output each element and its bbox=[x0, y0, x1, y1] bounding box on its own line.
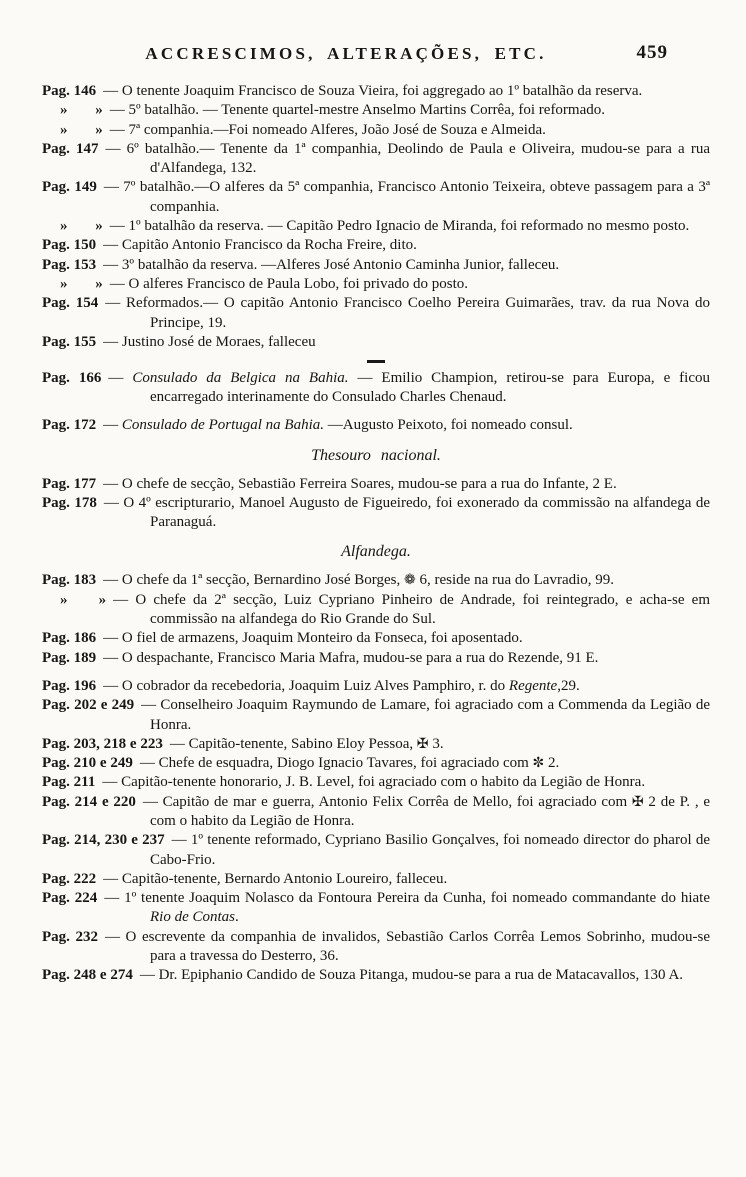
section-heading: Alfandega. bbox=[341, 543, 411, 561]
entry-page-ref: Pag. 177 bbox=[42, 475, 97, 492]
entry bbox=[42, 416, 710, 435]
entry bbox=[42, 591, 710, 630]
entry bbox=[42, 236, 710, 255]
text-run: — Capitão Antonio Francisco da Rocha Freire, dito. bbox=[103, 237, 417, 254]
entry-page-ref: Pag. 189 bbox=[42, 649, 97, 666]
medal-cross-icon: ✠ bbox=[631, 793, 644, 810]
entry-page-ref: Pag. 214, 230 e 237 bbox=[42, 832, 165, 849]
entry bbox=[42, 571, 710, 590]
entry-page-ref: Pag. 150 bbox=[42, 237, 97, 254]
entry bbox=[42, 121, 710, 140]
entry-page-ref: Pag. 155 bbox=[42, 333, 97, 350]
entry-ditto-mark: » » bbox=[60, 102, 103, 119]
entry-page-ref: Pag. 224 bbox=[42, 890, 98, 907]
text-run: — O chefe da 2ª secção, Luiz Cypriano Pinheiro de Andrade, foi reintegrado, e acha-se em commissão na alfandega do Rio Grande do Sul. bbox=[113, 591, 711, 628]
entry bbox=[42, 649, 710, 668]
text-run: — Reformados.— O capitão Antonio Francisco Coelho Pereira Guimarães, trav. da rua Nova do Principe, 19. bbox=[105, 295, 710, 331]
text-run: — O escrevente da companhia de invalidos, Sebastião Carlos Corrêa Lemos Sobrinho, mudou-se para a travessa do Desterro, 36. bbox=[104, 928, 710, 965]
text-run: Regente bbox=[508, 677, 558, 694]
text-run: —Augusto Peixoto, foi nomeado consul. bbox=[324, 417, 573, 434]
rose-order-badge-icon: ❁ bbox=[404, 572, 416, 589]
text-run: — Capitão-tenente honorario, J. B. Level, foi agraciado com o habito da Legião de Honra. bbox=[102, 774, 646, 791]
entry bbox=[42, 333, 710, 352]
entry-page-ref: Pag. 222 bbox=[42, 870, 97, 887]
entry-ditto-mark: » » bbox=[60, 121, 103, 138]
text-run: — 7ª companhia.—Foi nomeado Alferes, João José de Souza e Almeida. bbox=[109, 121, 546, 138]
entry bbox=[42, 831, 710, 870]
text-run: — Capitão-tenente, Sabino Eloy Pessoa, bbox=[169, 735, 417, 752]
entry-page-ref: Pag. 147 bbox=[42, 140, 99, 157]
medal-star-icon: ✼ bbox=[532, 755, 545, 772]
text-run: 6, reside na rua do Lavradio, 99. bbox=[415, 572, 615, 589]
entry bbox=[42, 217, 710, 236]
entry-page-ref: Pag. 211 bbox=[42, 774, 96, 791]
entry bbox=[42, 773, 710, 792]
entry-ditto-mark: » » bbox=[60, 218, 103, 235]
entry bbox=[42, 629, 710, 648]
page-number: 459 bbox=[636, 42, 668, 63]
text-run: — Justino José de Moraes, falleceu bbox=[103, 333, 316, 350]
entry-ditto-mark: » » bbox=[60, 275, 103, 292]
entry-page-ref: Pag. 172 bbox=[42, 417, 97, 434]
entry bbox=[42, 494, 710, 533]
text-run: — O cobrador da recebedoria, Joaquim Luiz Alves Pamphiro, r. do bbox=[103, 677, 509, 694]
text-run: — O chefe da 1ª secção, Bernardino José Borges, bbox=[103, 572, 405, 589]
text-run: 3. bbox=[428, 735, 444, 752]
text-run: 2. bbox=[544, 755, 560, 772]
text-run: Consulado de Portugal na Bahia. bbox=[121, 417, 325, 434]
entry-page-ref: Pag. 149 bbox=[42, 179, 97, 196]
text-run: — Conselheiro Joaquim Raymundo de Lamare, foi agraciado com a Commenda da Legião de Honra. bbox=[141, 697, 710, 733]
text-run: Rio de Contas bbox=[150, 909, 235, 926]
entry bbox=[42, 256, 710, 275]
entry-page-ref: Pag. 183 bbox=[42, 572, 97, 589]
medal-cross-icon: ✠ bbox=[416, 735, 429, 752]
entry bbox=[42, 696, 710, 735]
entry bbox=[42, 82, 710, 101]
text-run: — O tenente Joaquim Francisco de Souza Vieira, foi aggregado ao 1º batalhão da reserva. bbox=[103, 83, 643, 99]
entry-page-ref: Pag. 214 e 220 bbox=[42, 793, 136, 810]
text-run: — O fiel de armazens, Joaquim Monteiro da Fonseca, foi aposentado. bbox=[103, 630, 523, 647]
entry-page-ref: Pag. 210 e 249 bbox=[42, 755, 133, 772]
entry-page-ref: Pag. 202 e 249 bbox=[42, 697, 135, 714]
text-run: — bbox=[103, 417, 122, 434]
text-run: — 7º batalhão.—O alferes da 5ª companhia, Francisco Antonio Teixeira, obteve passagem para a 3ª companhia. bbox=[103, 179, 710, 215]
text-run: — bbox=[108, 369, 133, 386]
text-run: — 1º tenente reformado, Cypriano Basilio Gonçalves, foi nomeado director do pharol de Cabo-Frio. bbox=[150, 832, 710, 868]
entry bbox=[42, 870, 710, 889]
text-run: — Capitão-tenente, Bernardo Antonio Loureiro, falleceu. bbox=[103, 870, 448, 887]
entry-page-ref: Pag. 154 bbox=[42, 295, 99, 312]
text-run: — 1º tenente Joaquim Nolasco da Fontoura Pereira da Cunha, foi nomeado commandante do hiate bbox=[104, 890, 710, 907]
text-run: — 3º batalhão da reserva. —Alferes José Antonio Caminha Junior, falleceu. bbox=[103, 256, 560, 273]
text-run: Consulado da Belgica na Bahia. bbox=[132, 369, 349, 386]
entry-page-ref: Pag. 153 bbox=[42, 256, 97, 273]
entry-ditto-mark: » » bbox=[60, 591, 107, 608]
entry bbox=[42, 178, 710, 217]
text-run: — Emilio Champion, retirou-se para Europa, e ficou encarregado interinamente do Consulado Charles Chenaud. bbox=[150, 369, 710, 405]
entry bbox=[42, 294, 710, 333]
entry bbox=[42, 966, 710, 985]
entry bbox=[42, 677, 710, 696]
section-heading: Thesouro nacional. bbox=[311, 446, 441, 464]
entry-page-ref: Pag. 196 bbox=[42, 677, 97, 694]
page-header bbox=[42, 44, 710, 70]
text-run: — O chefe de secção, Sebastião Ferreira Soares, mudou-se para a rua do Infante, 2 E. bbox=[103, 475, 617, 492]
text-run: — O alferes Francisco de Paula Lobo, foi privado do posto. bbox=[109, 275, 468, 292]
section-divider bbox=[367, 360, 385, 363]
entry bbox=[42, 889, 710, 928]
entry-page-ref: Pag. 203, 218 e 223 bbox=[42, 735, 163, 752]
text-run: — 1º batalhão da reserva. — Capitão Pedro Ignacio de Miranda, foi reformado no mesmo posto. bbox=[109, 218, 690, 235]
entry bbox=[42, 793, 710, 832]
text-run: — Chefe de esquadra, Diogo Ignacio Tavares, foi agraciado com bbox=[139, 755, 533, 772]
entry bbox=[42, 140, 710, 179]
entry bbox=[42, 369, 710, 408]
text-run: 2 de P. , e com o habito da Legião de Honra. bbox=[150, 793, 710, 829]
entry bbox=[42, 101, 710, 120]
entry-page-ref: Pag. 232 bbox=[42, 928, 98, 945]
text-run: ,29. bbox=[557, 677, 580, 694]
entry bbox=[42, 275, 710, 294]
entry-page-ref: Pag. 178 bbox=[42, 494, 97, 511]
text-run: . bbox=[235, 909, 239, 926]
text-run: — Capitão de mar e guerra, Antonio Felix Corrêa de Mello, foi agraciado com bbox=[142, 793, 632, 810]
entry bbox=[42, 735, 710, 754]
entries bbox=[42, 82, 710, 986]
entry-page-ref: Pag. 166 bbox=[42, 369, 102, 386]
entry-page-ref: Pag. 248 e 274 bbox=[42, 967, 133, 984]
entry-page-ref: Pag. 186 bbox=[42, 630, 97, 647]
text-run: — 5º batalhão. — Tenente quartel-mestre Anselmo Martins Corrêa, foi reformado. bbox=[109, 102, 606, 119]
text-run: — 6º batalhão.— Tenente da 1ª companhia, Deolindo de Paula e Oliveira, mudou-se para a rua d'Alfandega, 132. bbox=[105, 140, 710, 177]
entry bbox=[42, 754, 710, 773]
text-run: — Dr. Epiphanio Candido de Souza Pitanga, mudou-se para a rua de Matacavallos, 130 A. bbox=[139, 967, 684, 984]
running-title: ACCRESCIMOS, ALTERAÇÕES, ETC. bbox=[145, 44, 547, 63]
text-run: — O 4º escripturario, Manoel Augusto de Figueiredo, foi exonerado da commissão na alfandega de Paranaguá. bbox=[103, 494, 710, 531]
text-run: — O despachante, Francisco Maria Mafra, mudou-se para a rua do Rezende, 91 E. bbox=[103, 649, 599, 666]
entry-page-ref: Pag. 146 bbox=[42, 83, 97, 99]
entry bbox=[42, 475, 710, 494]
entry bbox=[42, 928, 710, 967]
